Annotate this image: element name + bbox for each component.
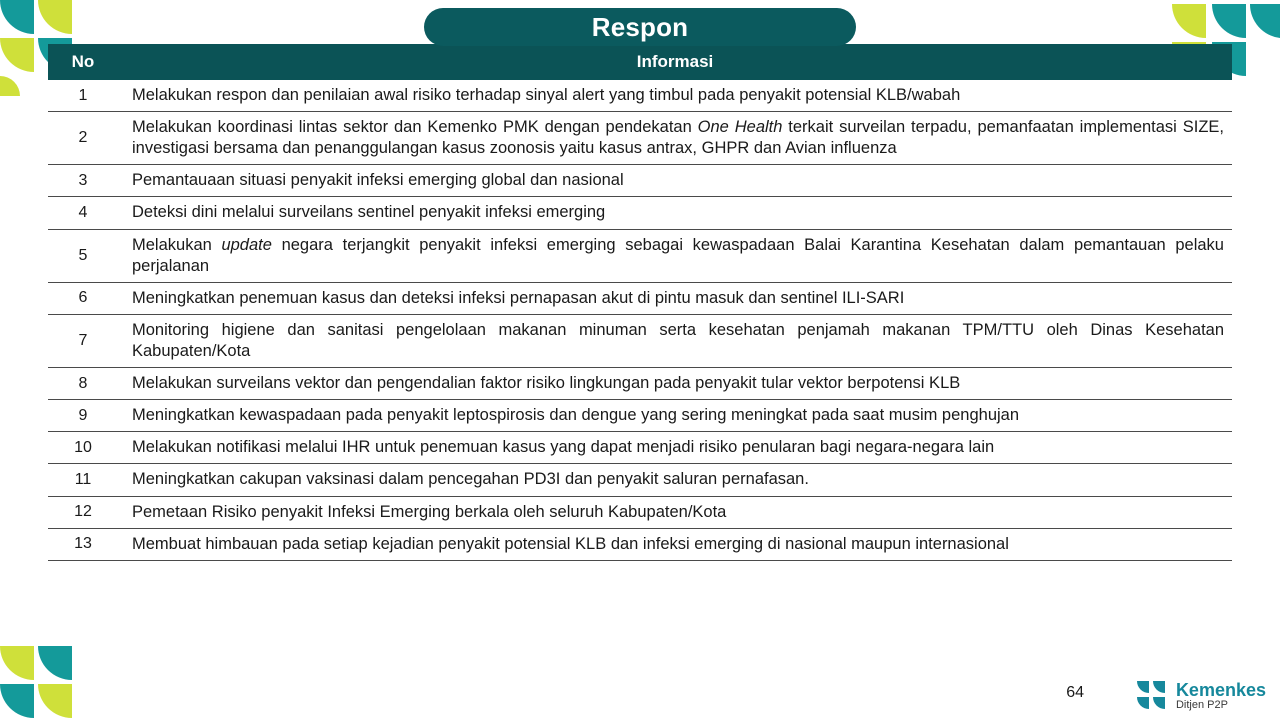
table-row: [48, 112, 1232, 165]
row-number: 9: [48, 400, 118, 432]
row-text: [118, 112, 1232, 165]
row-text: Pemantauaan situasi penyakit infeksi emerging global dan nasional: [118, 165, 1232, 197]
table-row: [48, 528, 1232, 560]
table-row: [48, 80, 1232, 112]
row-number: 10: [48, 432, 118, 464]
table-header: [48, 44, 1232, 80]
page-number: 64: [1066, 684, 1084, 701]
row-number: 3: [48, 165, 118, 197]
row-number: 5: [48, 229, 118, 282]
kemenkes-logo: [1134, 678, 1266, 714]
row-text: Melakukan notifikasi melalui IHR untuk penemuan kasus yang dapat menjadi risiko penularan bagi negara-negara lain: [118, 432, 1232, 464]
row-text: Deteksi dini melalui surveilans sentinel penyakit infeksi emerging: [118, 197, 1232, 229]
row-text: Melakukan surveilans vektor dan pengendalian faktor risiko lingkungan pada penyakit tular vektor berpotensi KLB: [118, 368, 1232, 400]
row-text-part: negara terjangkit penyakit infeksi emerging sebagai kewaspadaan Balai Karantina Kesehatan dalam pemantauan pelaku perjalanan: [132, 235, 1224, 275]
slide-title-bar: [424, 8, 856, 46]
row-text-part: Melakukan: [132, 235, 222, 254]
row-number: 2: [48, 112, 118, 165]
table-row: [48, 496, 1232, 528]
column-header-informasi: Informasi: [118, 44, 1232, 80]
logo-text: [1176, 681, 1266, 711]
row-number: 1: [48, 80, 118, 112]
row-number: 8: [48, 368, 118, 400]
table-row: [48, 400, 1232, 432]
row-text: Membuat himbauan pada setiap kejadian penyakit potensial KLB dan infeksi emerging di nasional maupun internasional: [118, 528, 1232, 560]
table-body: [48, 80, 1232, 560]
logo-title: Kemenkes: [1175, 679, 1266, 700]
row-number: 7: [48, 314, 118, 367]
table-row: [48, 368, 1232, 400]
row-text: [118, 229, 1232, 282]
row-text-part: terkait surveilan terpadu, pemanfaatan implementasi SIZE, investigasi bersama dan penanggulangan kasus zoonosis yaitu kasus antrax, GHPR dan Avian influenza: [132, 118, 1224, 158]
row-number: 6: [48, 282, 118, 314]
row-text: Meningkatkan penemuan kasus dan deteksi infeksi pernapasan akut di pintu masuk dan sentinel ILI-SARI: [118, 282, 1232, 314]
row-number: 12: [48, 496, 118, 528]
respon-table: [48, 44, 1232, 561]
column-header-no: No: [48, 44, 118, 80]
table-row: [48, 314, 1232, 367]
row-text-emphasis: update: [221, 235, 272, 254]
table-header-row: [48, 44, 1232, 80]
row-text: Melakukan respon dan penilaian awal risiko terhadap sinyal alert yang timbul pada penyakit potensial KLB/wabah: [118, 80, 1232, 112]
row-text-emphasis: One Health: [697, 118, 783, 137]
logo-subtitle: Ditjen P2P: [1175, 698, 1228, 711]
row-text: Monitoring higiene dan sanitasi pengelolaan makanan minuman serta kesehatan penjamah makanan TPM/TTU oleh Dinas Kesehatan Kabupaten/Kota: [118, 314, 1232, 367]
row-number: 11: [48, 464, 118, 496]
decoration-bottom-left: [0, 636, 100, 720]
table-row: [48, 282, 1232, 314]
table-row: [48, 464, 1232, 496]
row-text: Meningkatkan cakupan vaksinasi dalam pencegahan PD3I dan penyakit saluran pernafasan.: [118, 464, 1232, 496]
row-text: Pemetaan Risiko penyakit Infeksi Emerging berkala oleh seluruh Kabupaten/Kota: [118, 496, 1232, 528]
kemenkes-logo-icon: [1134, 678, 1170, 714]
table-row: [48, 229, 1232, 282]
row-number: 4: [48, 197, 118, 229]
page-title: Respon: [591, 12, 689, 42]
row-text-part: Melakukan koordinasi lintas sektor dan Kemenko PMK dengan pendekatan: [132, 118, 698, 137]
table-row: [48, 165, 1232, 197]
table-row: [48, 197, 1232, 229]
table-row: [48, 432, 1232, 464]
row-number: 13: [48, 528, 118, 560]
respon-table-container: [48, 44, 1232, 561]
row-text: Meningkatkan kewaspadaan pada penyakit leptospirosis dan dengue yang sering meningkat pada saat musim penghujan: [118, 400, 1232, 432]
